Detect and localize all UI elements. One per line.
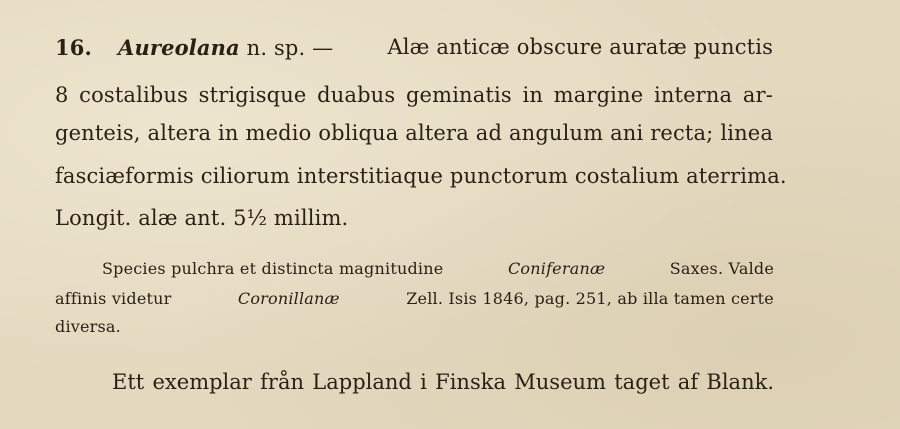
entry-number: 16. [55, 35, 92, 60]
description-line-1: Alæ anticæ obscure auratæ punctis [387, 35, 773, 59]
note-line-2-b: Zell. Isis 1846, pag. 251, ab illa tamen certe [406, 289, 774, 308]
description-line-2: 8 costalibus strigisque duabus geminatis in margine interna ar- [55, 83, 773, 107]
entry-heading-line [55, 35, 773, 60]
note-line-3: diversa. [55, 317, 121, 336]
new-species-abbrev: n. sp. — [246, 36, 334, 60]
heading-left [55, 35, 333, 60]
note-line-1 [102, 259, 774, 278]
description-line-3: genteis, altera in medio obliqua altera ad angulum ani recta; linea [55, 121, 773, 145]
description-line-4: fasciæformis ciliorum interstitiaque punctorum costalium aterrima. [55, 164, 787, 188]
closing-line: Ett exemplar från Lappland i Finska Museum taget af Blank. [112, 370, 774, 394]
description-line-5: Longit. alæ ant. 5½ millim. [55, 206, 349, 230]
note-line-1-a: Species pulchra et distincta magnitudine [102, 259, 444, 278]
note-line-1-b: Saxes. Valde [669, 259, 774, 278]
species-name: Aureolana [118, 35, 240, 60]
note-line-2-italic: Coronillanæ [237, 289, 340, 308]
note-line-1-italic: Coniferanæ [507, 259, 606, 278]
note-line-2 [55, 289, 774, 308]
note-line-2-a: affinis videtur [55, 289, 172, 308]
